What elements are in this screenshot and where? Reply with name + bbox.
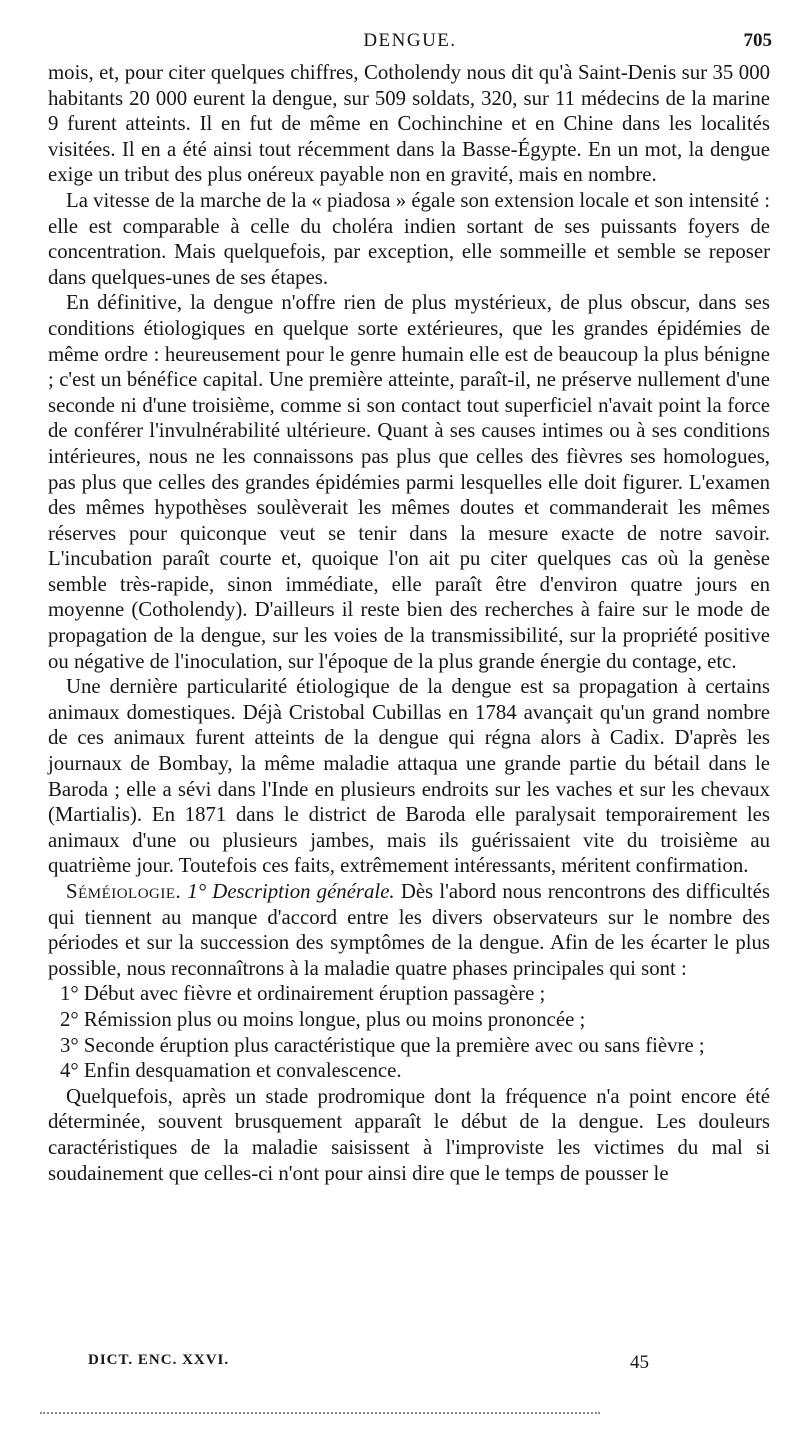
list-item: 2° Rémission plus ou moins longue, plus ou moins prononcée ; — [60, 1007, 586, 1031]
body-text — [48, 60, 770, 1186]
printer-signature: DICT. ENC. XXVI. — [88, 1352, 230, 1368]
scan-edge-line — [40, 1412, 600, 1416]
list-item: 3° Seconde éruption plus caractéristique que la première avec ou sans fièvre ; — [60, 1033, 705, 1057]
footer — [88, 1352, 688, 1380]
running-head — [48, 30, 772, 58]
paragraph-4: Une dernière particularité étiologique de la dengue est sa propagation à certains animaux domestiques. Déjà Cristobal Cubillas en 1784 avançait qu'un grand nombre de ces animaux furent atteints de la dengue qui régna alors à Cadix. D'après les journaux de Bombay, la même maladie attaqua une grande partie du bétail dans le Baroda ; elle a sévi dans l'Inde en plusieurs endroits sur les vaches et sur les chevaux (Martialis). En 1871 dans le district de Baroda elle paralysait temporairement les animaux d'une ou plusieurs jambes, mais ils guérissaient vite du troisième au quatrième jour. Toutefois ces faits, extrêmement intéressants, méritent confirmation. — [48, 675, 770, 878]
list-item: 4° Enfin desquamation et convalescence. — [60, 1059, 402, 1083]
paragraph-3: En définitive, la dengue n'offre rien de plus mystérieux, de plus obscur, dans ses conditions étiologiques en quelque sorte extérieures, que les grandes épidémies de même ordre : heureusement pour le genre humain elle est de beaucoup la plus bénigne ; c'est un bénéfice capital. Une première atteinte, paraît-il, ne préserve nullement d'une seconde ni d'une troisième, comme si son contact tout superficiel n'avait point la force de conférer l'invulnérabilité ultérieure. Quant à ses causes intimes ou à ses conditions intérieures, nous ne les connaissons pas plus que celles des fièvres ses homologues, pas plus que celles des grandes épidémies parmi lesquelles elle doit figurer. L'examen des mêmes hypothèses soulèverait les mêmes doutes et commanderait les mêmes réserves pour quiconque veut se tenir dans la mesure exacte de notre savoir. L'incubation paraît courte et, quoique l'on ait pu citer quelques cas où la genèse semble très-rapide, sinon immédiate, elle paraît être d'environ quatre jours en moyenne (Cotholendy). D'ailleurs il reste bien des recherches à faire sur le mode de propagation de la dengue, sur les voies de la transmissibilité, sur la propriété positive ou négative de l'inoculation, sur l'époque de la plus grande énergie du contage, etc. — [48, 291, 770, 673]
paragraph-semeiologie — [48, 879, 770, 981]
section-heading: Séméiologie. — [66, 880, 182, 903]
subsection-heading: 1° Description générale. — [187, 880, 395, 903]
paragraph-1: mois, et, pour citer quelques chiffres, Cotholendy nous dit qu'à Saint-Denis sur 35 000 habitants 20 000 eurent la dengue, sur 509 soldats, 320, sur 11 médecins de la marine 9 furent atteints. Il en fut de même en Cochinchine et en Chine dans les localités visitées. Il en a été ainsi tout récemment dans la Basse-Égypte. En un mot, la dengue exige un tribut des plus onéreux payable non en gravité, mais en nombre. — [48, 61, 770, 187]
paragraph-2: La vitesse de la marche de la « piadosa » égale son extension locale et son intensité : elle est comparable à celle du choléra indien sortant de ses puissants foyers de concentration. Mais quelquefois, par exception, elle sommeille et semble se reposer dans quelques-unes de ses étapes. — [48, 188, 770, 289]
paragraph-5-text: Dès l'abord nous rencontrons des difficultés qui tiennent au manque d'accord entre les divers observateurs sur le nombre des périodes et sur la succession des symptômes de la dengue. Afin de les écarter le plus possible, nous reconnaîtrons à la maladie quatre phases principales qui sont : — [48, 880, 770, 980]
page-number: 705 — [743, 30, 772, 51]
paragraph-6: Quelquefois, après un stade prodromique dont la fréquence n'a point encore été déterminée, souvent brusquement apparaît le début de la dengue. Les douleurs caractéristiques de la maladie saisissent à l'improviste les victimes du mal si soudainement que celles-ci n'ont pour ainsi dire que le temps de pousser le — [48, 1084, 770, 1185]
signature-number: 45 — [630, 1352, 649, 1373]
list-item: 1° Début avec fièvre et ordinairement éruption passagère ; — [60, 982, 546, 1006]
running-title: DENGUE. — [363, 30, 457, 51]
